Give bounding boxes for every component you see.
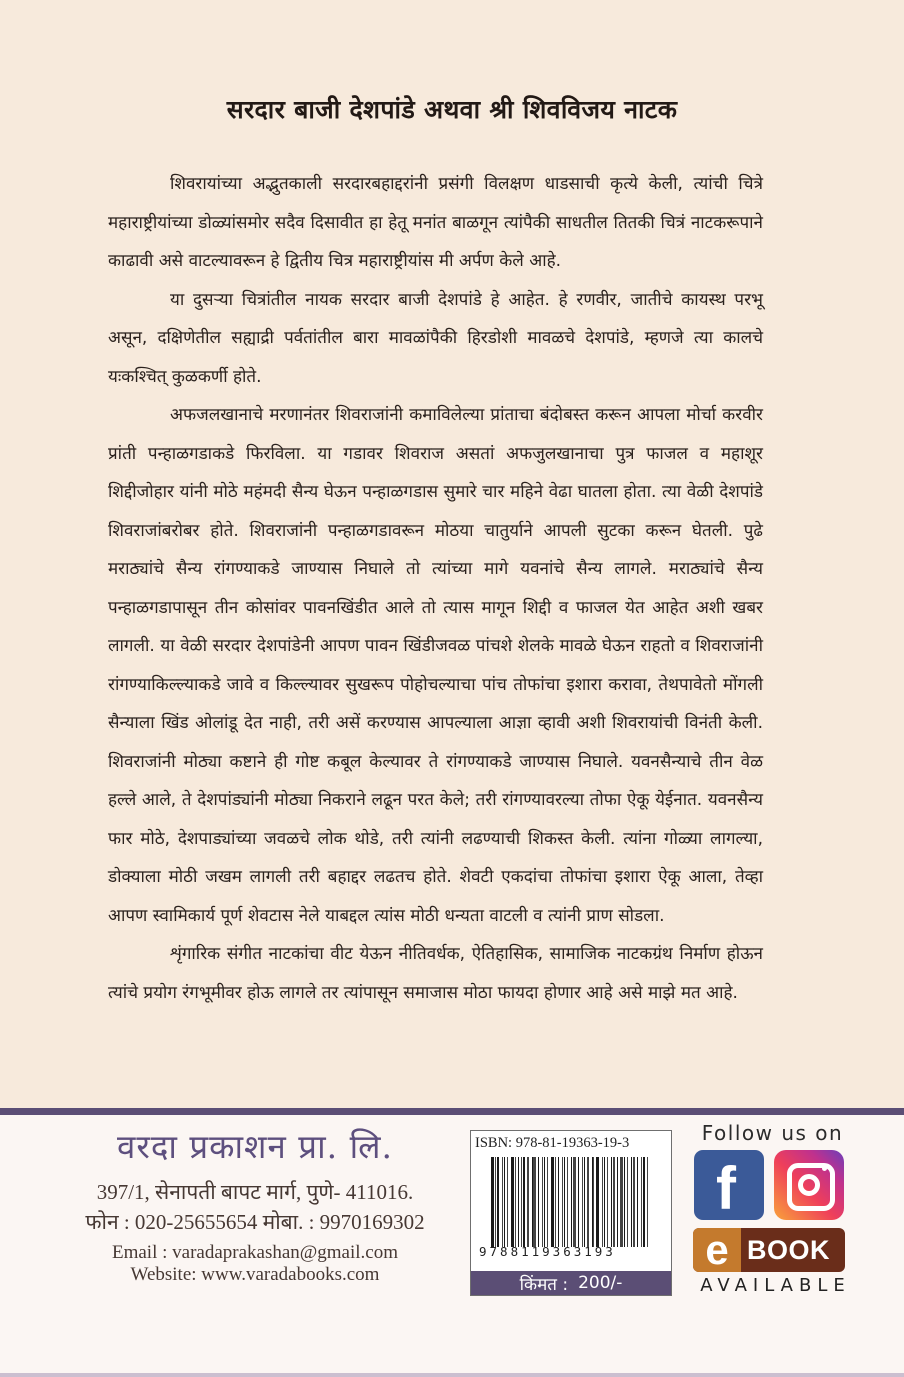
barcode-bar bbox=[584, 1157, 585, 1247]
barcode-bar bbox=[542, 1157, 543, 1247]
barcode-bar bbox=[643, 1157, 646, 1247]
barcode-bar bbox=[521, 1157, 522, 1247]
barcode-bar bbox=[533, 1157, 536, 1247]
barcode-bar bbox=[578, 1157, 580, 1247]
barcode-bar bbox=[607, 1157, 608, 1247]
barcode-bar bbox=[551, 1157, 554, 1247]
barcode-bar bbox=[571, 1157, 572, 1247]
barcode-bar bbox=[518, 1157, 519, 1247]
barcode-bar bbox=[641, 1157, 642, 1247]
barcode-bar bbox=[604, 1157, 606, 1247]
ebook-label: BOOK bbox=[747, 1234, 830, 1265]
barcode-bar bbox=[631, 1157, 633, 1247]
barcode-bar bbox=[593, 1157, 594, 1247]
synopsis-text bbox=[108, 165, 763, 1012]
book-title: सरदार बाजी देशपांडे अथवा श्री शिवविजय नाटक bbox=[226, 95, 678, 124]
barcode-bar bbox=[567, 1157, 569, 1247]
price-label: किंमत : bbox=[519, 1274, 569, 1295]
follow-label: Follow us on bbox=[701, 1121, 844, 1145]
barcode-bar bbox=[611, 1157, 612, 1247]
publisher-email: Email : varadaprakashan@gmail.com bbox=[111, 1242, 399, 1263]
ebook-badge bbox=[693, 1228, 845, 1272]
isbn-label: ISBN: 978-81-19363-19-3 bbox=[475, 1135, 630, 1151]
barcode-bar bbox=[544, 1157, 546, 1247]
barcode-bar bbox=[617, 1157, 618, 1247]
barcode-bar bbox=[573, 1157, 576, 1247]
barcode-bar bbox=[602, 1157, 603, 1247]
barcode-bar bbox=[647, 1157, 648, 1247]
paragraph: या दुसऱ्या चित्रांतील नायक सरदार बाजी देशपांडे हे आहेत. हे रणवीर, जातीचे कायस्थ परभू असून, दक्षिणेतील सह्याद्री पर्वतांतील बारा मावळांपैकी हिरडोशी मावळचे देशपांडे, म्हणजे त्या कालचे यःकश्चित् कुळकर्णी होते. bbox=[108, 289, 763, 387]
barcode-bar bbox=[507, 1157, 509, 1247]
publisher-footer bbox=[0, 1115, 904, 1377]
barcode-bar bbox=[558, 1157, 559, 1247]
barcode-bar bbox=[491, 1157, 494, 1247]
barcode-bar bbox=[564, 1157, 565, 1247]
barcode-bar bbox=[495, 1157, 496, 1247]
barcode-bar bbox=[592, 1157, 593, 1247]
paragraph: शृंगारिक संगीत नाटकांचा वीट येऊन नीतिवर्धक, ऐतिहासिक, सामाजिक नाटकग्रंथ निर्माण होऊन त्यांचे प्रयोग रंगभूमीवर होऊ लागले तर त्यांपासून समाजास मोठा फायदा होणार आहे असे माझे मत आहे. bbox=[108, 944, 763, 1003]
barcode-bar bbox=[504, 1157, 505, 1247]
instagram-icon[interactable] bbox=[774, 1150, 844, 1220]
barcode-bar bbox=[532, 1157, 533, 1247]
publisher-info bbox=[45, 1123, 465, 1286]
barcode-bar bbox=[596, 1157, 599, 1247]
barcode-bar bbox=[624, 1157, 625, 1247]
barcode-bar bbox=[562, 1157, 563, 1247]
facebook-icon[interactable]: f bbox=[694, 1150, 764, 1220]
social-block bbox=[685, 1121, 860, 1296]
barcode-bar bbox=[627, 1157, 628, 1247]
paragraph: अफजलखानाचे मरणानंतर शिवराजांनी कमाविलेल्या प्रांताचा बंदोबस्त करून आपला मोर्चा करवीर प्रांती पन्हाळगडाकडे फिरविला. या गडावर शिवराज असतां अफजुलखानाचा पुत्र फाजल व महाशूर शिद्दीजोहार यांनी मोठे महंमदी सैन्य घेऊन पन्हाळगडास सुमारे चार महिने वेढा घातला होता. त्या वेळी देशपांडे शिवराजांबरोबर होते. शिवराजांनी पन्हाळगडावरून मोठया चातुर्याने आपली सुटका करून घेतली. पुढे मराठ्यांचे सैन्य रांगण्याकडे जाण्यास निघाले तो त्यांच्या मागे यवनांचे सैन्य लागले. मराठ्यांचे सैन्य पन्हाळगडापासून तीन कोसांवर पावनखिंडीत आले तो त्यास मागून शिद्दी व फाजल येत आहेत अशी खबर लागली. या वेळी सरदार देशपांडेनी आपण पावन खिंडीजवळ पांचशे शेलके मावळे घेऊन राहतो व शिवराजांनी रांगण्याकिल्ल्याकडे जावे व किल्ल्यावर सुखरूप पोहोचल्याचा पांच तोफांचा इशारा करावा, तेथपावेतो मोंगली सैन्याला खिंड ओलांडू देत नाही, तरी असें करण्यास आपल्याला आज्ञा व्हावी अशी शिवरायांची विनंती केली. शिवराजांनी मोठ्या कष्टाने ही गोष्ट कबूल केल्यावर ते रांगण्याकडे जाण्यास निघाले. यवनसैन्याचे तीन वेळ हल्ले आले, ते देशपांड्यांनी मोठ्या निकराने लढून परत केले; तरी रांगण्यावरल्या तोफा ऐकू येईनात. यवनसैन्य फार मोठे, देशपाड्यांच्या जवळचे लोक थोडे, तरी त्यांनी लढण्याची शिकस्त केली. त्यांना गोळ्या लागल्या, डोक्याला मोठी जखम लागली तरी बहाद्दर लढतच होते. शेवटी एकदांचा तोफांचा इशारा ऐकू आला, तेव्हा आपण स्वामिकार्य पूर्ण शेवटास नेले याबद्दल त्यांस मोठी धन्यता वाटली व त्यांनी प्राण सोडला. bbox=[108, 405, 763, 926]
publisher-address: 397/1, सेनापती बापट मार्ग, पुणे- 411016. bbox=[96, 1180, 414, 1204]
barcode-bar bbox=[547, 1157, 548, 1247]
divider bbox=[0, 1108, 904, 1115]
barcode-bar bbox=[515, 1157, 516, 1247]
price-bar bbox=[471, 1271, 671, 1295]
barcode-bar bbox=[620, 1157, 623, 1247]
barcode bbox=[491, 1157, 651, 1247]
barcode-bar bbox=[582, 1157, 583, 1247]
barcode-bar bbox=[502, 1157, 503, 1247]
publisher-website: Website: www.varadabooks.com bbox=[130, 1264, 380, 1285]
publisher-phone: फोन : 020-25655654 मोबा. : 9970169302 bbox=[85, 1210, 425, 1234]
barcode-bar bbox=[523, 1157, 525, 1247]
barcode-bar bbox=[497, 1157, 499, 1247]
price-value: 200/- bbox=[578, 1273, 623, 1293]
publisher-name: वरदा प्रकाशन प्रा. लि. bbox=[116, 1127, 394, 1166]
available-label: AVAILABLE bbox=[700, 1275, 851, 1296]
isbn-barcode-box bbox=[470, 1130, 672, 1296]
ebook-e-icon: e bbox=[693, 1228, 741, 1272]
barcode-bar bbox=[511, 1157, 514, 1247]
barcode-bar bbox=[555, 1157, 557, 1247]
barcode-digits: 9788119363193 bbox=[479, 1244, 616, 1259]
barcode-bar bbox=[538, 1157, 539, 1247]
barcode-bar bbox=[527, 1157, 529, 1247]
barcode-bar bbox=[637, 1157, 638, 1247]
barcode-bar bbox=[587, 1157, 589, 1247]
barcode-bar bbox=[633, 1157, 635, 1247]
barcode-bar bbox=[613, 1157, 615, 1247]
social-icons bbox=[694, 1150, 860, 1220]
paragraph: शिवरायांच्या अद्भुतकाली सरदारबहाद्दरांनी प्रसंगी विलक्षण धाडसाची कृत्ये केली, त्यांची चित्रे महाराष्ट्रीयांच्या डोळ्यांसमोर सदैव दिसावीत हा हेतू मनांत बाळगून त्यांपैकी साधतील तितकी चित्रं नाटकरूपाने काढावी असे वाटल्यावरून हे द्वितीय चित्र महाराष्ट्रीयांस मी अर्पण केले आहे. bbox=[108, 174, 763, 271]
